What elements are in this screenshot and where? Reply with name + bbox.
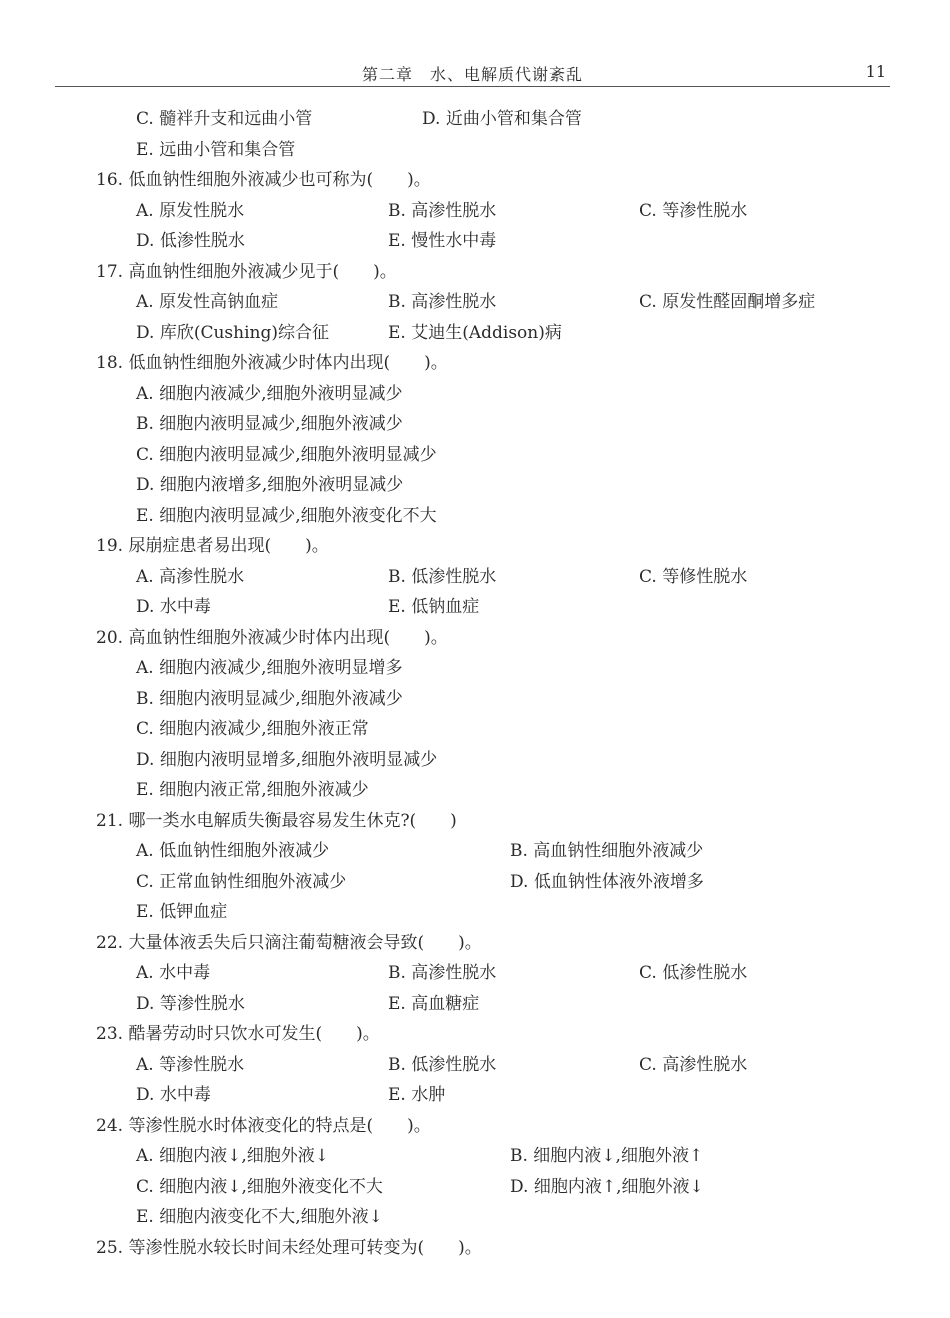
option-b: B. 细胞内液明显减少,细胞外液减少 bbox=[136, 414, 403, 434]
page-header bbox=[55, 60, 890, 87]
option-row bbox=[96, 897, 896, 928]
option-e: E. 低钾血症 bbox=[136, 902, 228, 922]
option-d: D. 低渗性脱水 bbox=[136, 231, 245, 251]
question-20: 20. 高血钠性细胞外液减少时体内出现( )。 bbox=[96, 627, 448, 648]
question-21: 21. 哪一类水电解质失衡最容易发生休克?( ) bbox=[96, 810, 457, 831]
option-a: A. 原发性脱水 bbox=[136, 200, 245, 221]
question-22: 22. 大量体液丢失后只滴注葡萄糖液会导致( )。 bbox=[96, 932, 482, 953]
option-row bbox=[96, 1050, 896, 1081]
option-e: E. 远曲小管和集合管 bbox=[136, 139, 296, 160]
option-d: D. 近曲小管和集合管 bbox=[422, 109, 582, 129]
option-row bbox=[96, 989, 896, 1020]
option-c: C. 高渗性脱水 bbox=[639, 1054, 748, 1075]
option-c: C. 低渗性脱水 bbox=[639, 963, 748, 983]
option-e: E. 低钠血症 bbox=[388, 597, 480, 617]
option-d: D. 等渗性脱水 bbox=[136, 993, 245, 1014]
option-row bbox=[96, 1080, 896, 1111]
question-list bbox=[96, 104, 896, 1263]
question-25: 25. 等渗性脱水较长时间未经处理可转变为( )。 bbox=[96, 1237, 482, 1258]
option-c: C. 原发性醛固酮增多症 bbox=[639, 292, 816, 312]
question-24: 24. 等渗性脱水时体液变化的特点是( )。 bbox=[96, 1115, 431, 1136]
option-b: B. 细胞内液明显减少,细胞外液减少 bbox=[136, 688, 403, 709]
option-row bbox=[96, 836, 896, 867]
option-row bbox=[96, 196, 896, 227]
option-c: C. 细胞内液↓,细胞外液变化不大 bbox=[136, 1176, 383, 1197]
option-row bbox=[96, 958, 896, 989]
option-c: C. 等渗性脱水 bbox=[639, 200, 748, 221]
option-b: B. 高渗性脱水 bbox=[388, 963, 497, 983]
option-row bbox=[96, 592, 896, 623]
option-d: D. 细胞内液↑,细胞外液↓ bbox=[510, 1176, 704, 1197]
option-row bbox=[96, 226, 896, 257]
option-b: B. 高血钠性细胞外液减少 bbox=[510, 841, 704, 861]
option-row bbox=[96, 1202, 896, 1233]
question-17: 17. 高血钠性细胞外液减少见于( )。 bbox=[96, 261, 397, 282]
option-a: A. 细胞内液↓,细胞外液↓ bbox=[136, 1146, 329, 1166]
option-d: D. 水中毒 bbox=[136, 1085, 211, 1105]
option-c: C. 髓袢升支和远曲小管 bbox=[136, 109, 313, 129]
question-16: 16. 低血钠性细胞外液减少也可称为( )。 bbox=[96, 170, 431, 190]
option-d: D. 低血钠性体液外液增多 bbox=[510, 871, 704, 892]
option-a: A. 原发性高钠血症 bbox=[136, 292, 279, 312]
option-row bbox=[96, 1141, 896, 1172]
option-row bbox=[96, 104, 896, 135]
option-e: E. 慢性水中毒 bbox=[388, 231, 497, 251]
option-d: D. 库欣(Cushing)综合征 bbox=[136, 322, 329, 343]
option-e: E. 细胞内液正常,细胞外液减少 bbox=[136, 780, 369, 800]
option-d: D. 细胞内液增多,细胞外液明显减少 bbox=[136, 475, 404, 495]
option-c: C. 细胞内液减少,细胞外液正常 bbox=[136, 719, 369, 739]
option-row bbox=[96, 1172, 896, 1203]
option-e: E. 细胞内液变化不大,细胞外液↓ bbox=[136, 1207, 383, 1227]
option-c: C. 正常血钠性细胞外液减少 bbox=[136, 871, 347, 892]
option-a: A. 细胞内液减少,细胞外液明显减少 bbox=[136, 383, 403, 404]
option-row bbox=[96, 562, 896, 593]
question-18: 18. 低血钠性细胞外液减少时体内出现( )。 bbox=[96, 353, 448, 373]
question-23: 23. 酷暑劳动时只饮水可发生( )。 bbox=[96, 1024, 380, 1044]
option-b: B. 高渗性脱水 bbox=[388, 292, 497, 312]
option-a: A. 等渗性脱水 bbox=[136, 1054, 245, 1075]
option-a: A. 水中毒 bbox=[136, 963, 211, 983]
option-b: B. 细胞内液↓,细胞外液↑ bbox=[510, 1146, 704, 1166]
question-19: 19. 尿崩症患者易出现( )。 bbox=[96, 536, 329, 556]
option-a: A. 细胞内液减少,细胞外液明显增多 bbox=[136, 658, 403, 678]
option-d: D. 细胞内液明显增多,细胞外液明显减少 bbox=[136, 749, 438, 770]
option-c: C. 等修性脱水 bbox=[639, 566, 748, 587]
option-a: A. 高渗性脱水 bbox=[136, 566, 245, 587]
option-e: E. 艾迪生(Addison)病 bbox=[388, 322, 562, 343]
option-b: B. 高渗性脱水 bbox=[388, 200, 497, 221]
option-e: E. 细胞内液明显减少,细胞外液变化不大 bbox=[136, 505, 437, 526]
chapter-title: 第二章 水、电解质代谢紊乱 bbox=[361, 65, 583, 84]
option-b: B. 低渗性脱水 bbox=[388, 1054, 497, 1075]
option-c: C. 细胞内液明显减少,细胞外液明显减少 bbox=[136, 444, 437, 465]
page-number: 11 bbox=[865, 62, 886, 81]
option-row bbox=[96, 135, 896, 166]
option-e: E. 水肿 bbox=[388, 1085, 446, 1105]
option-e: E. 高血糖症 bbox=[388, 993, 480, 1014]
option-row bbox=[96, 287, 896, 318]
option-a: A. 低血钠性细胞外液减少 bbox=[136, 841, 330, 861]
option-d: D. 水中毒 bbox=[136, 597, 211, 617]
option-row bbox=[96, 318, 896, 349]
option-row bbox=[96, 867, 896, 898]
option-b: B. 低渗性脱水 bbox=[388, 566, 497, 587]
